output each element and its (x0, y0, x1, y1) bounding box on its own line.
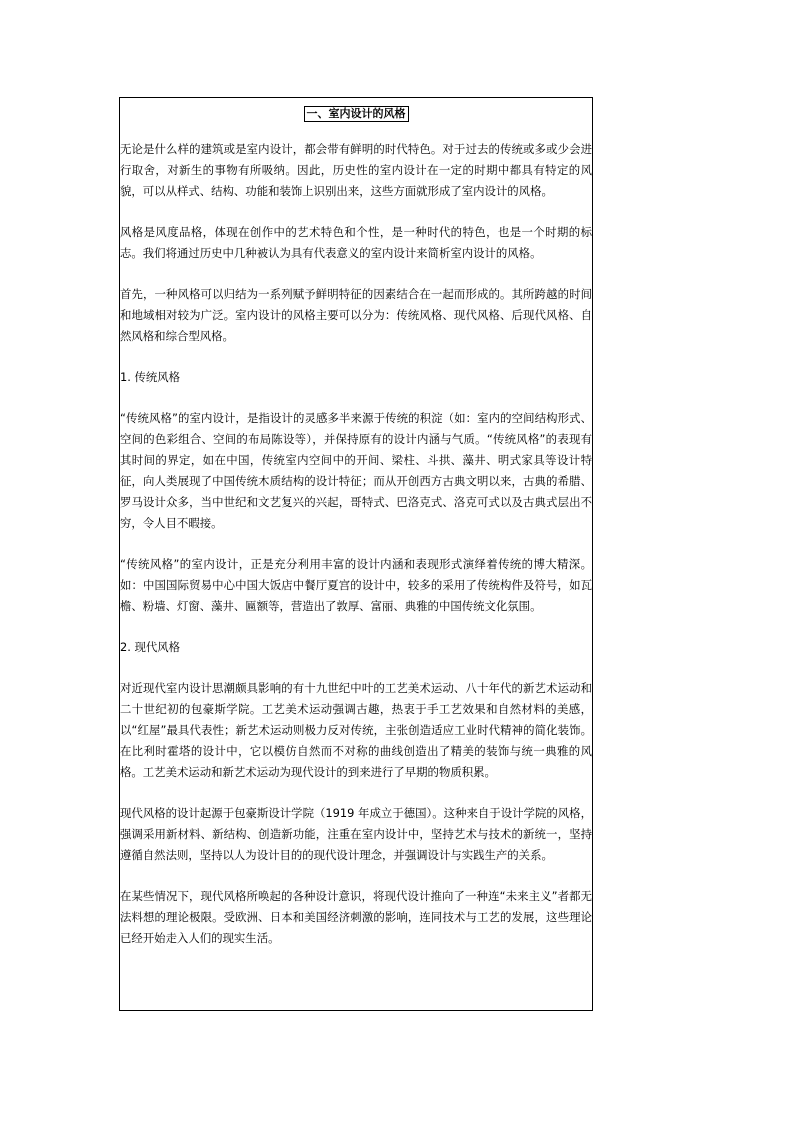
paragraph-style-categories: 首先，一种风格可以归结为一系列赋予鲜明特征的因素结合在一起而形成的。其所跨越的时间和地域相对较为广泛。室内设计的风格主要可以分为：传统风格、现代风格、后现代风格、自然风格和综合型风格。 (120, 287, 592, 343)
section-title: 一、室内设计的风格 (304, 106, 409, 122)
paragraph-traditional-2: “传统风格”的室内设计，正是充分利用丰富的设计内涵和表现形式演绎着传统的博大精深。如：中国国际贸易中心中国大饭店中餐厅夏宫的设计中，较多的采用了传统构件及符号，如瓦檐、粉墙、灯窗、藻井、匾额等，营造出了敦厚、富丽、典雅的中国传统文化氛围。 (120, 557, 592, 613)
document-body (120, 139, 592, 949)
paragraph-style-definition: 风格是风度品格，体现在创作中的艺术特色和个性，是一种时代的特色，也是一个时期的标志。我们将通过历史中几种被认为具有代表意义的室内设计来简析室内设计的风格。 (120, 225, 592, 260)
paragraph-traditional-1: “传统风格”的室内设计，是指设计的灵感多半来源于传统的积淀（如：室内的空间结构形式、空间的色彩组合、空间的布局陈设等），并保持原有的设计内涵与气质。“传统风格”的表现有其时间的界定，如在中国，传统室内空间中的开间、梁柱、斗拱、藻井、明式家具等设计特征，向人类展现了中国传统木质结构的设计特征；而从开创西方古典文明以来，古典的希腊、罗马设计众多，当中世纪和文艺复兴的兴起，哥特式、巴洛克式、洛克可式以及古典式层出不穷，令人目不暇接。 (120, 411, 592, 530)
heading-traditional-style: 1. 传统风格 (120, 370, 181, 384)
title-wrap (120, 102, 592, 122)
paragraph-modern-1: 对近现代室内设计思潮颇具影响的有十九世纪中叶的工艺美术运动、八十年代的新艺术运动和二十世纪初的包豪斯学院。工艺美术运动强调古趣，热衷于手工艺效果和自然材料的美感，以“红屋”最具代表性；新艺术运动则极力反对传统，主张创造适应工业时代精神的简化装饰。在比利时霍塔的设计中，它以模仿自然而不对称的曲线创造出了精美的装饰与统一典雅的风格。工艺美术运动和新艺术运动为现代设计的到来进行了早期的物质积累。 (120, 681, 592, 779)
paragraph-modern-2: 现代风格的设计起源于包豪斯设计学院（1919 年成立于德国）。这种来自于设计学院的风格，强调采用新材料、新结构、创造新功能，注重在室内设计中，坚持艺术与技术的新统一，坚持遵循自然法则，坚持以人为设计目的的现代设计理念，并强调设计与实践生产的关系。 (120, 806, 592, 862)
paragraph-intro: 无论是什么样的建筑或是室内设计，都会带有鲜明的时代特色。对于过去的传统或多或少会进行取舍，对新生的事物有所吸纳。因此，历史性的室内设计在一定的时期中都具有特定的风貌，可以从样式、结构、功能和装饰上识别出来，这些方面就形成了室内设计的风格。 (120, 142, 592, 198)
document-frame (119, 97, 593, 1011)
paragraph-modern-3: 在某些情况下，现代风格所唤起的各种设计意识，将现代设计推向了一种连“未来主义”者都无法料想的理论极限。受欧洲、日本和美国经济刺激的影响，连同技术与工艺的发展，这些理论已经开始走入人们的现实生活。 (120, 889, 592, 945)
heading-modern-style: 2. 现代风格 (120, 640, 181, 654)
